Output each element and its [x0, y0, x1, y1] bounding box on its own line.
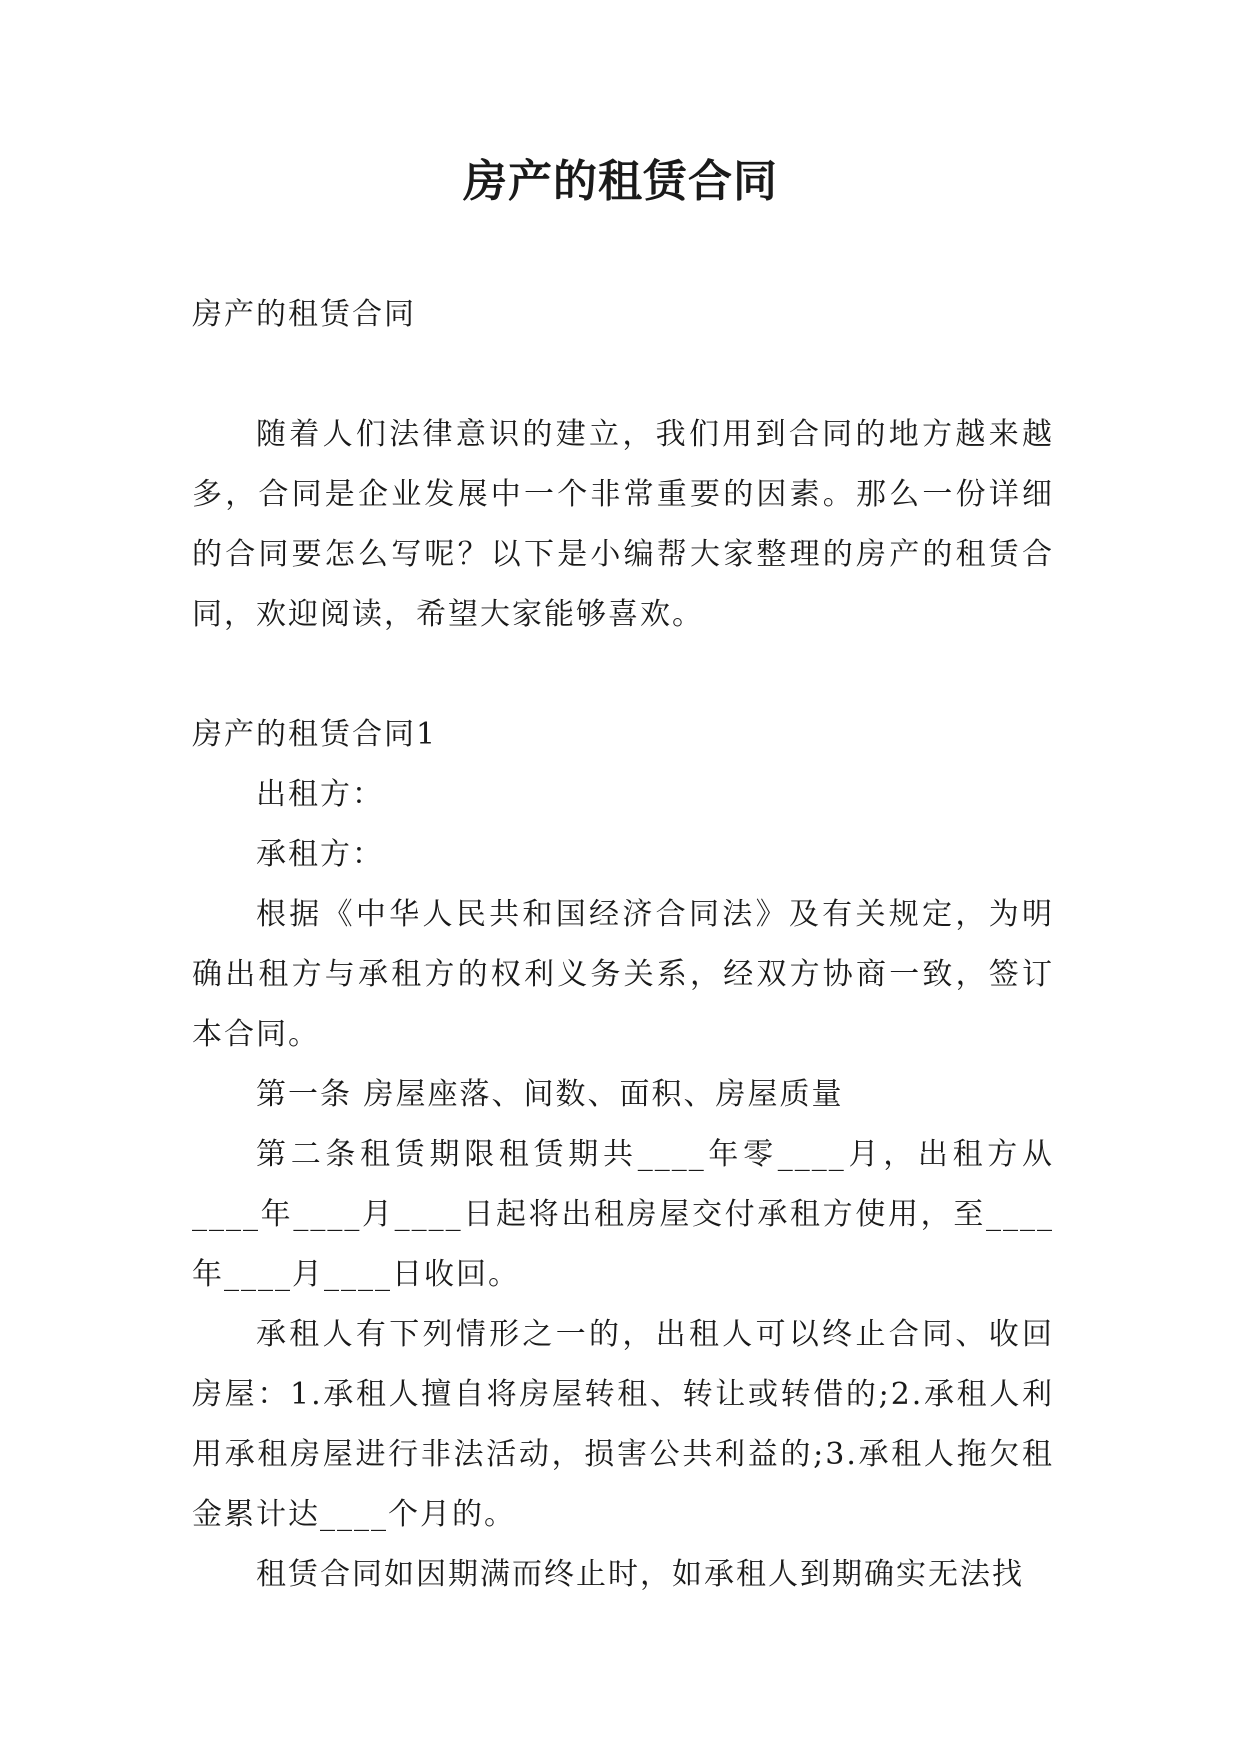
document-subtitle: 房产的租赁合同: [192, 297, 416, 332]
document-title: 房产的租赁合同: [463, 156, 778, 207]
article-1: 第一条 房屋座落、间数、面积、房屋质量: [256, 1077, 844, 1112]
expiry-paragraph: 租赁合同如因期满而终止时，如承租人到期确实无法找: [256, 1557, 1024, 1592]
intro-paragraph: 随着人们法律意识的建立，我们用到合同的地方越来越多，合同是企业发展中一个非常重要的因素。那么一份详细的合同要怎么写呢？以下是小编帮大家整理的房产的租赁合同，欢迎阅读，希望大家能够喜欢。: [192, 417, 1054, 632]
document-body: [192, 285, 1054, 1605]
article-2: 第二条租赁期限租赁期共____年零____月，出租方从____年____月____日起将出租房屋交付承租方使用，至____年____月____日收回。: [192, 1137, 1054, 1292]
termination-paragraph: 承租人有下列情形之一的，出租人可以终止合同、收回房屋：1.承租人擅自将房屋转租、转让或转借的;2.承租人利用承租房屋进行非法活动，损害公共利益的;3.承租人拖欠租金累计达____个月的。: [192, 1317, 1054, 1532]
lessor-line: 出租方：: [256, 777, 384, 812]
basis-paragraph: 根据《中华人民共和国经济合同法》及有关规定，为明确出租方与承租方的权利义务关系，经双方协商一致，签订本合同。: [192, 897, 1054, 1052]
lessee-line: 承租方：: [256, 837, 384, 872]
section-heading: 房产的租赁合同1: [192, 717, 438, 752]
